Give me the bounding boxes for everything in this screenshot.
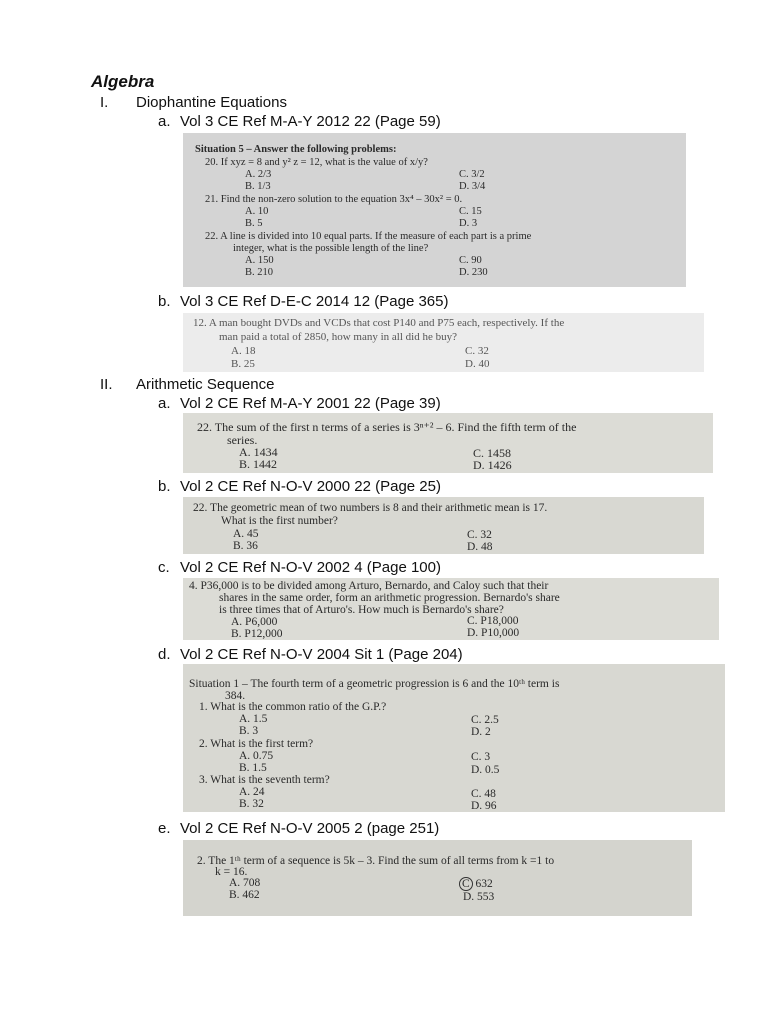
choice-text: A. 18 [231, 345, 256, 357]
reference-text: Vol 2 CE Ref M-A-Y 2001 22 (Page 39) [180, 395, 441, 412]
choice-text: B. 1/3 [245, 181, 271, 192]
choice-text: B. 32 [239, 798, 264, 810]
section-heading [100, 376, 274, 393]
choice-text: D. 3 [459, 218, 478, 229]
problem-text: k = 16. [215, 866, 248, 878]
reference-text: Vol 2 CE Ref N-O-V 2002 4 (Page 100) [180, 559, 441, 576]
choice-text: A. 24 [239, 786, 265, 798]
reference-letter: e. [158, 820, 171, 837]
problem-text: 21. Find the non-zero solution to the equation 3x⁴ – 30x² = 0. [205, 194, 463, 205]
problem-text: 2. What is the first term? [199, 738, 314, 750]
choice-text: A. 150 [245, 255, 274, 266]
reference-heading [158, 113, 441, 130]
choice-text [459, 878, 493, 890]
problem-text: 1. What is the common ratio of the G.P.? [199, 701, 387, 713]
problem-text: shares in the same order, form an arithmetic progression. Bernardo's share [219, 592, 560, 604]
choice-text: C. 3 [471, 751, 491, 763]
problem-text: integer, what is the possible length of the line? [233, 243, 429, 254]
problem-text: man paid a total of 2850, how many in all did he buy? [219, 331, 457, 343]
choice-text: D. 40 [465, 358, 490, 370]
reference-text: Vol 2 CE Ref N-O-V 2000 22 (Page 25) [180, 478, 441, 495]
choice-text: B. 1.5 [239, 762, 267, 774]
problem-text: 22. A line is divided into 10 equal parts. If the measure of each part is a prime [205, 231, 532, 242]
problem-text: 12. A man bought DVDs and VCDs that cost P140 and P75 each, respectively. If the [193, 317, 565, 329]
problem-text: 22. The geometric mean of two numbers is 8 and their arithmetic mean is 17. [193, 502, 548, 514]
choice-text: B. 5 [245, 218, 263, 229]
reference-letter: b. [158, 293, 171, 310]
reference-heading [158, 293, 448, 310]
choice-text: A. 10 [245, 206, 269, 217]
section-number: I. [100, 94, 109, 111]
choice-text: C. 32 [465, 345, 489, 357]
reference-text: Vol 2 CE Ref N-O-V 2005 2 (page 251) [180, 820, 440, 837]
choice-text: D. 553 [463, 891, 495, 903]
problem-text: series. [227, 433, 258, 447]
scanned-problem-image [183, 578, 719, 640]
choice-text: B. 36 [233, 540, 258, 552]
problem-text: 3. What is the seventh term? [199, 774, 330, 786]
choice-text: B. 1442 [239, 457, 278, 471]
choice-text: D. 3/4 [459, 181, 486, 192]
choice-text: B. 462 [229, 889, 260, 901]
choice-text: A. 1434 [239, 445, 278, 459]
choice-text: C. 90 [459, 255, 482, 266]
reference-letter: d. [158, 646, 171, 663]
choice-text: A. 708 [229, 877, 261, 889]
choice-text: D. 230 [459, 267, 488, 278]
problem-text: 4. P36,000 is to be divided among Arturo, Bernardo, and Caloy such that their [189, 580, 549, 592]
choice-text: B. 3 [239, 725, 259, 737]
scanned-problem-image [183, 313, 704, 372]
choice-text: C. 32 [467, 529, 492, 541]
reference-heading [158, 559, 441, 576]
problem-text: 2. The 1ᵗʰ term of a sequence is 5k – 3. Find the sum of all terms from k =1 to [197, 855, 555, 867]
choice-text: B. 210 [245, 267, 274, 278]
choice-text: A. 0.75 [239, 750, 274, 762]
choice-text: D. 1426 [473, 458, 512, 472]
choice-text: A. 45 [233, 528, 259, 540]
choice-text: A. P6,000 [231, 616, 278, 628]
reference-text: Vol 2 CE Ref N-O-V 2004 Sit 1 (Page 204) [180, 646, 463, 663]
section-number: II. [100, 376, 113, 393]
choice-text: C. 15 [459, 206, 482, 217]
choice-text: B. P12,000 [231, 628, 283, 640]
reference-letter: c. [158, 559, 170, 576]
problem-text: Situation 5 – Answer the following problems: [195, 144, 397, 155]
reference-text: Vol 3 CE Ref D-E-C 2014 12 (Page 365) [180, 293, 449, 310]
page-title: Algebra [91, 72, 155, 91]
choice-text: 632 [472, 878, 493, 890]
problem-text: 22. The sum of the first n terms of a series is 3ⁿ⁺² – 6. Find the fifth term of the [197, 420, 577, 434]
choice-text: C. 2.5 [471, 714, 499, 726]
problem-text: is three times that of Arturo's. How much is Bernardo's share? [219, 604, 504, 616]
choice-text: C. 1458 [473, 446, 512, 460]
choice-text: D. 48 [467, 541, 493, 553]
choice-text: C. P18,000 [467, 615, 519, 627]
reference-heading [158, 395, 441, 412]
reference-heading [158, 478, 441, 495]
problem-text: What is the first number? [221, 515, 338, 527]
reference-heading [158, 646, 463, 663]
problem-text: 20. If xyz = 8 and y² z = 12, what is the value of x/y? [205, 157, 428, 168]
choice-text: D. P10,000 [467, 627, 520, 639]
choice-text: B. 25 [231, 358, 255, 370]
reference-letter: b. [158, 478, 171, 495]
choice-text: D. 2 [471, 726, 491, 738]
scanned-problem-image [183, 497, 704, 554]
reference-letter: a. [158, 395, 171, 412]
problem-text: Situation 1 – The fourth term of a geometric progression is 6 and the 10ᵗʰ term is [189, 678, 560, 690]
choice-text: D. 96 [471, 800, 497, 812]
section-label: Arithmetic Sequence [136, 376, 275, 393]
problem-text: 384. [225, 690, 246, 702]
choice-text: A. 1.5 [239, 713, 268, 725]
circled-answer-mark: C [459, 877, 473, 891]
choice-text: C. 48 [471, 788, 496, 800]
reference-text: Vol 3 CE Ref M-A-Y 2012 22 (Page 59) [180, 113, 441, 130]
section-heading [100, 94, 287, 111]
choice-text: C. 3/2 [459, 169, 485, 180]
scanned-problem-image [183, 133, 686, 287]
choice-text: D. 0.5 [471, 764, 500, 776]
scanned-problem-image [183, 413, 713, 473]
scanned-problem-image [183, 664, 725, 812]
reference-heading [158, 820, 439, 837]
reference-letter: a. [158, 113, 171, 130]
scanned-problem-image [183, 840, 692, 916]
section-label: Diophantine Equations [136, 94, 287, 111]
choice-text: A. 2/3 [245, 169, 272, 180]
